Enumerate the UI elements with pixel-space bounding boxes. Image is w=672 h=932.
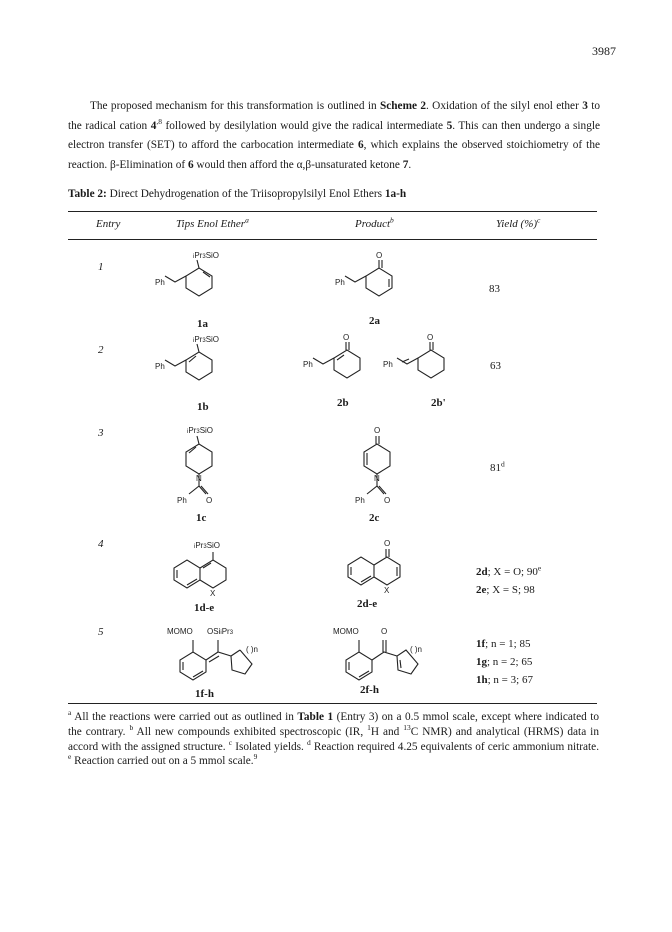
svg-text:Ph: Ph bbox=[177, 496, 187, 505]
structure-1c bbox=[177, 426, 213, 505]
entry-number: 3 bbox=[98, 427, 104, 439]
svg-text:O: O bbox=[381, 627, 388, 636]
svg-text:O: O bbox=[206, 496, 213, 505]
yield-value: 1g; n = 2; 65 bbox=[476, 656, 533, 668]
yield-value: 63 bbox=[490, 360, 501, 372]
table-footnotes: $^a$ All the reactions were carried out as outlined in Table 1 (Entry 3) on a 0.5 mmol scale, except where indicated to the contrary. $^b$ All new compounds exhibited spectroscopic (IR, $^1$H and $^{13}$C NMR) and analytical (HRMS) data in accord with the assigned structure. $^c$ Isolated yields. $^d$ Reaction required 4.25 equivalents of ceric ammonium nitrate. $^e$ Reaction carried out on a 5 mmol scale.$^9$ bbox=[68, 708, 600, 768]
ether-label: 1d-e bbox=[194, 602, 215, 614]
structure-2c bbox=[355, 426, 390, 505]
svg-text:O: O bbox=[427, 333, 434, 342]
svg-text:N: N bbox=[374, 474, 380, 483]
page-number: 3987 bbox=[592, 44, 616, 58]
svg-text:Ph: Ph bbox=[155, 362, 165, 371]
svg-text:iPr3SiO: iPr3SiO bbox=[193, 251, 220, 260]
header-product: Product$^b$ bbox=[355, 215, 394, 230]
svg-text:MOMO: MOMO bbox=[333, 627, 359, 636]
entry-number: 2 bbox=[98, 344, 104, 356]
entry-number: 4 bbox=[98, 538, 104, 550]
yield-value: 2d; X = O; 90e bbox=[476, 563, 542, 578]
yield-value: 1h; n = 3; 67 bbox=[476, 674, 533, 686]
svg-text:Ph: Ph bbox=[383, 360, 393, 369]
structure-1d-e bbox=[174, 541, 226, 598]
svg-text:X: X bbox=[210, 589, 216, 598]
product-label: 2b' bbox=[431, 397, 446, 409]
svg-text:X: X bbox=[384, 586, 390, 595]
svg-text:( )n: ( )n bbox=[410, 645, 422, 654]
ether-label: 1a bbox=[197, 318, 208, 330]
svg-text:OSiiPr3: OSiiPr3 bbox=[207, 627, 234, 636]
svg-text:O: O bbox=[384, 496, 391, 505]
product-label: 2d-e bbox=[357, 598, 378, 610]
header-ether: Tips Enol Ether$^a$ bbox=[176, 215, 249, 230]
ether-label: 1f-h bbox=[195, 688, 214, 700]
structure-2b bbox=[303, 333, 360, 378]
structure-2a bbox=[335, 251, 392, 296]
yield-value: 81$^d$ bbox=[490, 459, 505, 474]
svg-text:O: O bbox=[376, 251, 383, 260]
svg-text:N: N bbox=[196, 474, 202, 483]
structure-1f-h bbox=[167, 627, 258, 680]
svg-text:iPr3SiO: iPr3SiO bbox=[187, 426, 214, 435]
svg-text:( )n: ( )n bbox=[246, 645, 258, 654]
yield-value: 1f; n = 1; 85 bbox=[476, 638, 531, 650]
svg-text:iPr3SiO: iPr3SiO bbox=[194, 541, 221, 550]
structure-1a bbox=[155, 251, 219, 296]
structure-1b bbox=[155, 335, 219, 380]
svg-text:Ph: Ph bbox=[155, 278, 165, 287]
svg-text:iPr3SiO: iPr3SiO bbox=[193, 335, 220, 344]
entry-number: 1 bbox=[98, 261, 104, 273]
structure-2b-prime bbox=[383, 333, 444, 378]
yield-value: 2e; X = S; 98 bbox=[476, 584, 535, 596]
svg-text:Ph: Ph bbox=[355, 496, 365, 505]
svg-text:O: O bbox=[343, 333, 350, 342]
body-paragraph: The proposed mechanism for this transformation is outlined in Scheme 2. Oxidation of the silyl enol ether 3 to the radical cation $4^{,8}$ followed by desilylation would give the radical intermediate 5. This can then undergo a single electron transfer (SET) to afford the carbocation intermediate 6, which explains the observed stoichiometry of the reaction. β-Elimination of 6 would then afford the α,β-unsaturated ketone 7. bbox=[68, 100, 601, 171]
entry-number: 5 bbox=[98, 626, 104, 638]
structure-2f-h bbox=[333, 627, 422, 680]
yield-value: 83 bbox=[489, 283, 500, 295]
product-label: 2b bbox=[337, 397, 349, 409]
header-yield: Yield (%)$^c$ bbox=[496, 215, 541, 230]
svg-text:O: O bbox=[384, 539, 391, 548]
product-label: 2f-h bbox=[360, 684, 379, 696]
svg-text:Ph: Ph bbox=[335, 278, 345, 287]
svg-text:Ph: Ph bbox=[303, 360, 313, 369]
svg-text:O: O bbox=[374, 426, 381, 435]
ether-label: 1b bbox=[197, 401, 209, 413]
product-label: 2a bbox=[369, 315, 380, 327]
structure-2d-e bbox=[348, 539, 400, 595]
table-caption: Table 2: Direct Dehydrogenation of the Triisopropylsilyl Enol Ethers 1a-h bbox=[68, 188, 407, 200]
ether-label: 1c bbox=[196, 512, 207, 524]
header-entry: Entry bbox=[96, 218, 121, 230]
svg-text:MOMO: MOMO bbox=[167, 627, 193, 636]
product-label: 2c bbox=[369, 512, 380, 524]
